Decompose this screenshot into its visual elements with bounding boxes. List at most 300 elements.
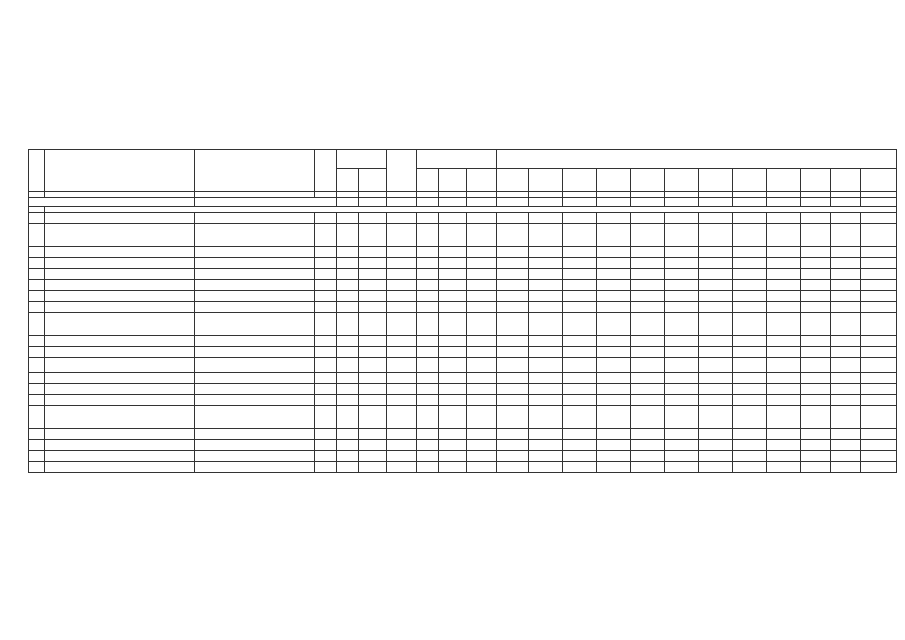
table-cell <box>497 269 529 280</box>
table-cell <box>467 373 497 384</box>
table-cell <box>699 429 733 440</box>
table-cell <box>801 336 831 347</box>
table-cell <box>195 373 315 384</box>
table-cell <box>831 358 861 373</box>
table-cell <box>699 213 733 224</box>
table-cell <box>529 395 563 406</box>
table-cell <box>439 347 467 358</box>
table-cell <box>337 451 359 462</box>
total-cell <box>529 198 563 207</box>
table-row <box>29 358 897 373</box>
table-cell <box>733 384 767 395</box>
table-cell <box>29 462 45 473</box>
table-cell <box>631 247 665 258</box>
table-cell <box>861 269 897 280</box>
table-cell <box>439 258 467 269</box>
table-cell <box>195 462 315 473</box>
table-cell <box>467 440 497 451</box>
table-cell <box>467 247 497 258</box>
table-cell <box>563 347 597 358</box>
table-cell <box>387 429 417 440</box>
table-cell <box>665 313 699 336</box>
table-cell <box>733 224 767 247</box>
sub-header <box>439 169 467 192</box>
table-cell <box>861 291 897 302</box>
table-cell <box>699 347 733 358</box>
table-cell <box>665 358 699 373</box>
table-cell <box>529 280 563 291</box>
table-cell <box>467 258 497 269</box>
table-cell <box>29 373 45 384</box>
table-cell <box>387 462 417 473</box>
table-cell <box>733 347 767 358</box>
total-cell <box>563 198 597 207</box>
table-cell <box>315 358 337 373</box>
table-cell <box>597 291 631 302</box>
table-cell <box>315 384 337 395</box>
table-cell <box>359 406 387 429</box>
table-cell <box>767 313 801 336</box>
table-cell <box>665 395 699 406</box>
table-cell <box>467 302 497 313</box>
table-cell <box>699 395 733 406</box>
table-cell <box>861 451 897 462</box>
table-cell <box>801 451 831 462</box>
table-cell <box>801 213 831 224</box>
total-label <box>29 198 195 207</box>
table-cell <box>195 269 315 280</box>
table-cell <box>529 358 563 373</box>
table-cell <box>359 462 387 473</box>
table-cell <box>665 258 699 269</box>
table-cell <box>831 269 861 280</box>
table-cell <box>597 384 631 395</box>
table-cell <box>417 313 439 336</box>
table-cell <box>861 280 897 291</box>
table-cell <box>439 336 467 347</box>
table-cell <box>767 213 801 224</box>
table-cell <box>631 429 665 440</box>
table-cell <box>861 462 897 473</box>
col-name-header <box>45 150 195 192</box>
table-cell <box>359 395 387 406</box>
sub-header <box>359 169 387 192</box>
note-line <box>717 91 887 95</box>
table-cell <box>831 451 861 462</box>
finance-sub-header <box>733 169 767 192</box>
table-cell <box>45 313 195 336</box>
table-cell <box>563 280 597 291</box>
table-cell <box>439 313 467 336</box>
table-cell <box>337 269 359 280</box>
table-cell <box>29 224 45 247</box>
table-cell <box>467 336 497 347</box>
table-cell <box>497 429 529 440</box>
table-cell <box>665 336 699 347</box>
table-cell <box>337 440 359 451</box>
table-cell <box>29 247 45 258</box>
table-cell <box>631 373 665 384</box>
table-cell <box>497 395 529 406</box>
table-cell <box>315 291 337 302</box>
table-cell <box>861 395 897 406</box>
table-cell <box>497 224 529 247</box>
table-cell <box>631 406 665 429</box>
table-cell <box>563 291 597 302</box>
table-cell <box>861 258 897 269</box>
table-cell <box>497 336 529 347</box>
table-cell <box>29 395 45 406</box>
table-cell <box>497 406 529 429</box>
table-cell <box>29 258 45 269</box>
table-cell <box>439 247 467 258</box>
table-cell <box>29 440 45 451</box>
table-cell <box>359 247 387 258</box>
table-cell <box>315 347 337 358</box>
table-cell <box>359 429 387 440</box>
table-cell <box>597 358 631 373</box>
table-row <box>29 373 897 384</box>
table-cell <box>631 336 665 347</box>
table-cell <box>195 258 315 269</box>
table-cell <box>497 347 529 358</box>
table-cell <box>387 213 417 224</box>
table-cell <box>597 247 631 258</box>
table-cell <box>45 347 195 358</box>
appendix-top <box>717 62 887 79</box>
table-cell <box>417 247 439 258</box>
table-cell <box>315 213 337 224</box>
table-cell <box>439 213 467 224</box>
table-cell <box>733 291 767 302</box>
table-cell <box>699 451 733 462</box>
sub-header <box>337 169 359 192</box>
table-cell <box>45 302 195 313</box>
table-cell <box>631 358 665 373</box>
table-cell <box>831 247 861 258</box>
table-cell <box>195 406 315 429</box>
table-cell <box>497 440 529 451</box>
table-cell <box>387 451 417 462</box>
table-cell <box>497 451 529 462</box>
table-cell <box>439 302 467 313</box>
table-cell <box>195 313 315 336</box>
table-cell <box>387 358 417 373</box>
table-cell <box>359 313 387 336</box>
table-cell <box>467 395 497 406</box>
finance-sub-header <box>801 169 831 192</box>
table-cell <box>497 280 529 291</box>
table-cell <box>529 258 563 269</box>
table-cell <box>45 395 195 406</box>
table-cell <box>359 373 387 384</box>
table-cell <box>563 406 597 429</box>
table-cell <box>315 280 337 291</box>
table-cell <box>767 395 801 406</box>
col-capacity-header <box>337 150 387 169</box>
table-cell <box>337 406 359 429</box>
table-cell <box>631 269 665 280</box>
table-cell <box>665 373 699 384</box>
table-row <box>29 395 897 406</box>
table-row <box>29 429 897 440</box>
table-cell <box>665 224 699 247</box>
table-cell <box>563 429 597 440</box>
table-cell <box>631 440 665 451</box>
finance-sub-header <box>767 169 801 192</box>
table-cell <box>195 247 315 258</box>
finance-sub-header <box>497 169 529 192</box>
table-cell <box>665 384 699 395</box>
table-cell <box>387 258 417 269</box>
table-cell <box>467 384 497 395</box>
table-cell <box>337 429 359 440</box>
table-cell <box>767 280 801 291</box>
table-cell <box>631 384 665 395</box>
table-cell <box>467 429 497 440</box>
table-cell <box>315 395 337 406</box>
table-cell <box>801 429 831 440</box>
table-cell <box>315 247 337 258</box>
table-cell <box>387 269 417 280</box>
table-cell <box>529 462 563 473</box>
table-cell <box>439 384 467 395</box>
table-cell <box>767 258 801 269</box>
table-cell <box>195 358 315 373</box>
table-cell <box>417 280 439 291</box>
table-cell <box>733 258 767 269</box>
table-cell <box>733 302 767 313</box>
table-cell <box>665 280 699 291</box>
table-cell <box>861 429 897 440</box>
table-cell <box>417 224 439 247</box>
table-row <box>29 462 897 473</box>
table-cell <box>733 440 767 451</box>
table-row <box>29 302 897 313</box>
table-cell <box>699 302 733 313</box>
table-cell <box>417 302 439 313</box>
table-cell <box>801 373 831 384</box>
table-cell <box>631 291 665 302</box>
table-cell <box>359 291 387 302</box>
table-cell <box>801 395 831 406</box>
table-cell <box>597 280 631 291</box>
table-row <box>29 451 897 462</box>
table-cell <box>563 258 597 269</box>
total-cell <box>337 198 359 207</box>
table-cell <box>529 269 563 280</box>
table-cell <box>767 462 801 473</box>
table-cell <box>467 291 497 302</box>
table-cell <box>45 462 195 473</box>
table-cell <box>801 440 831 451</box>
table-cell <box>597 302 631 313</box>
table-cell <box>529 347 563 358</box>
table-cell <box>29 213 45 224</box>
table-cell <box>417 336 439 347</box>
table-cell <box>387 336 417 347</box>
table-cell <box>529 440 563 451</box>
table-cell <box>767 373 801 384</box>
table-cell <box>529 313 563 336</box>
table-cell <box>467 406 497 429</box>
total-cell <box>387 198 417 207</box>
table-cell <box>563 269 597 280</box>
table-cell <box>563 440 597 451</box>
table-cell <box>29 451 45 462</box>
table-cell <box>387 406 417 429</box>
table-cell <box>563 224 597 247</box>
table-cell <box>801 358 831 373</box>
table-cell <box>529 302 563 313</box>
table-cell <box>417 451 439 462</box>
table-cell <box>417 462 439 473</box>
table-cell <box>29 336 45 347</box>
table-cell <box>767 429 801 440</box>
total-cell <box>467 198 497 207</box>
table-cell <box>45 451 195 462</box>
table-cell <box>359 224 387 247</box>
table-cell <box>699 313 733 336</box>
table-cell <box>665 302 699 313</box>
table-cell <box>831 302 861 313</box>
table-cell <box>665 429 699 440</box>
table-cell <box>801 258 831 269</box>
sub-header <box>467 169 497 192</box>
table-cell <box>467 313 497 336</box>
table-cell <box>767 247 801 258</box>
table-cell <box>337 224 359 247</box>
table-cell <box>563 462 597 473</box>
table-cell <box>467 280 497 291</box>
table-cell <box>861 247 897 258</box>
table-cell <box>699 247 733 258</box>
table-cell <box>529 429 563 440</box>
table-cell <box>315 406 337 429</box>
table-cell <box>359 347 387 358</box>
table-cell <box>315 451 337 462</box>
table-cell <box>359 269 387 280</box>
register-table-body <box>29 192 897 473</box>
table-cell <box>387 291 417 302</box>
table-cell <box>467 224 497 247</box>
table-cell <box>665 406 699 429</box>
table-cell <box>597 373 631 384</box>
table-cell <box>801 269 831 280</box>
table-cell <box>29 302 45 313</box>
table-cell <box>417 406 439 429</box>
col-finance-header <box>497 150 897 169</box>
finance-sub-header <box>831 169 861 192</box>
table-cell <box>563 358 597 373</box>
total-cell <box>831 198 861 207</box>
table-cell <box>467 213 497 224</box>
appendix-notes <box>717 62 887 99</box>
table-cell <box>831 429 861 440</box>
table-cell <box>417 373 439 384</box>
table-cell <box>563 384 597 395</box>
table-cell <box>45 429 195 440</box>
table-cell <box>861 313 897 336</box>
table-cell <box>497 302 529 313</box>
table-cell <box>387 347 417 358</box>
table-cell <box>733 358 767 373</box>
table-cell <box>861 347 897 358</box>
table-cell <box>563 302 597 313</box>
table-cell <box>439 462 467 473</box>
table-cell <box>439 269 467 280</box>
table-cell <box>699 224 733 247</box>
table-cell <box>801 462 831 473</box>
table-cell <box>417 440 439 451</box>
table-row <box>29 224 897 247</box>
table-cell <box>387 440 417 451</box>
table-row <box>29 440 897 451</box>
table-cell <box>29 347 45 358</box>
table-cell <box>597 269 631 280</box>
finance-sub-header <box>665 169 699 192</box>
table-cell <box>497 313 529 336</box>
col-year-header <box>315 150 337 192</box>
finance-sub-header <box>597 169 631 192</box>
total-row <box>29 198 897 207</box>
table-cell <box>417 358 439 373</box>
table-cell <box>29 313 45 336</box>
finance-sub-header <box>631 169 665 192</box>
table-cell <box>497 462 529 473</box>
table-cell <box>767 336 801 347</box>
table-cell <box>387 224 417 247</box>
table-cell <box>195 440 315 451</box>
table-cell <box>439 395 467 406</box>
table-cell <box>801 280 831 291</box>
table-cell <box>597 440 631 451</box>
table-cell <box>45 269 195 280</box>
table-cell <box>699 336 733 347</box>
table-cell <box>387 384 417 395</box>
table-cell <box>733 451 767 462</box>
table-cell <box>831 373 861 384</box>
table-cell <box>665 451 699 462</box>
table-cell <box>699 258 733 269</box>
table-cell <box>439 406 467 429</box>
table-cell <box>733 280 767 291</box>
total-cell <box>195 198 337 207</box>
table-cell <box>831 347 861 358</box>
table-cell <box>861 373 897 384</box>
table-cell <box>195 429 315 440</box>
total-cell <box>767 198 801 207</box>
table-cell <box>597 429 631 440</box>
table-cell <box>665 440 699 451</box>
table-cell <box>767 302 801 313</box>
table-cell <box>631 395 665 406</box>
table-row <box>29 213 897 224</box>
table-cell <box>315 313 337 336</box>
table-cell <box>29 429 45 440</box>
table-cell <box>733 269 767 280</box>
table-cell <box>45 213 195 224</box>
table-cell <box>45 336 195 347</box>
table-cell <box>563 336 597 347</box>
total-cell <box>861 198 897 207</box>
table-cell <box>529 373 563 384</box>
table-cell <box>387 313 417 336</box>
table-cell <box>337 347 359 358</box>
table-cell <box>359 280 387 291</box>
table-cell <box>631 347 665 358</box>
table-cell <box>417 384 439 395</box>
